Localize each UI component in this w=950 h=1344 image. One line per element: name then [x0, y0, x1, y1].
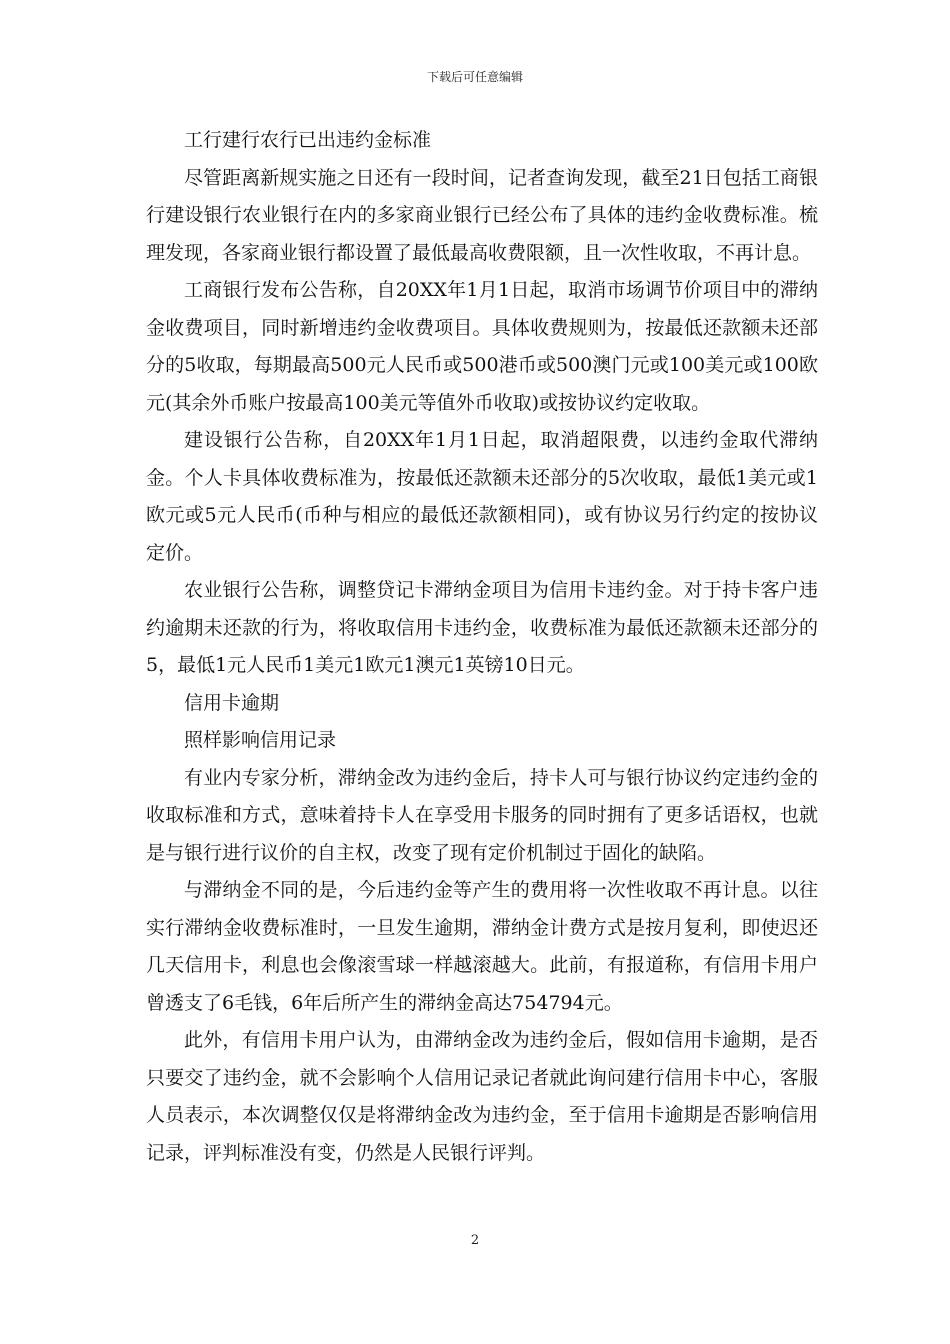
section-heading: 信用卡逾期: [184, 691, 280, 714]
paragraph: 此外，有信用卡用户认为，由滞纳金改为违约金后，假如信用卡逾期，是否只要交了违约金，就不会影响个人信用记录记者就此询问建行信用卡中心，客服人员表示，本次调整仅仅是将滞纳金改为违约金，至于信用卡逾期是否影响信用记录，评判标准没有变，仍然是人民银行评判。: [146, 1029, 818, 1164]
page-header: 下载后可任意编辑: [426, 70, 523, 84]
paragraph: 工商银行发布公告称，自20XX年1月1日起，取消市场调节价项目中的滞纳金收费项目，同时新增违约金收费项目。具体收费规则为，按最低还款额未还部分的5收取，每期最高500元人民币或500港币或500澳门元或100美元或100欧元(其余外币账户按最高100美元等值外币收取)或按协议约定收取。: [146, 279, 818, 414]
paragraph: 建设银行公告称，自20XX年1月1日起，取消超限费，以违约金取代滞纳金。个人卡具体收费标准为，按最低还款额未还部分的5次收取，最低1美元或1欧元或5元人民币(币种与相应的最低还款额相同)，或有协议另行约定的按协议定价。: [146, 429, 818, 564]
paragraph: 尽管距离新规实施之日还有一段时间，记者查询发现，截至21日包括工商银行建设银行农业银行在内的多家商业银行已经公布了具体的违约金收费标准。梳理发现，各家商业银行都设置了最低最高收费限额，且一次性收取，不再计息。: [146, 166, 818, 264]
page-number: 2: [470, 1233, 480, 1248]
paragraph: 农业银行公告称，调整贷记卡滞纳金项目为信用卡违约金。对于持卡客户违约逾期未还款的行为，将收取信用卡违约金，收费标准为最低还款额未还部分的5，最低1元人民币1美元1欧元1澳元1英镑10日元。: [146, 579, 818, 676]
paragraph: 有业内专家分析，滞纳金改为违约金后，持卡人可与银行协议约定违约金的收取标准和方式，意味着持卡人在享受用卡服务的同时拥有了更多话语权，也就是与银行进行议价的自主权，改变了现有定价机制过于固化的缺陷。: [146, 766, 818, 864]
section-heading: 工行建行农行已出违约金标准: [184, 129, 432, 151]
document-body: [146, 122, 818, 1172]
paragraph: 与滞纳金不同的是，今后违约金等产生的费用将一次性收取不再计息。以往实行滞纳金收费标准时，一旦发生逾期，滞纳金计费方式是按月复利，即使迟还几天信用卡，利息也会像滚雪球一样越滚越大。此前，有报道称，有信用卡用户曾透支了6毛钱，6年后所产生的滞纳金高达754794元。: [146, 879, 818, 1014]
section-heading: 照样影响信用记录: [184, 729, 337, 751]
